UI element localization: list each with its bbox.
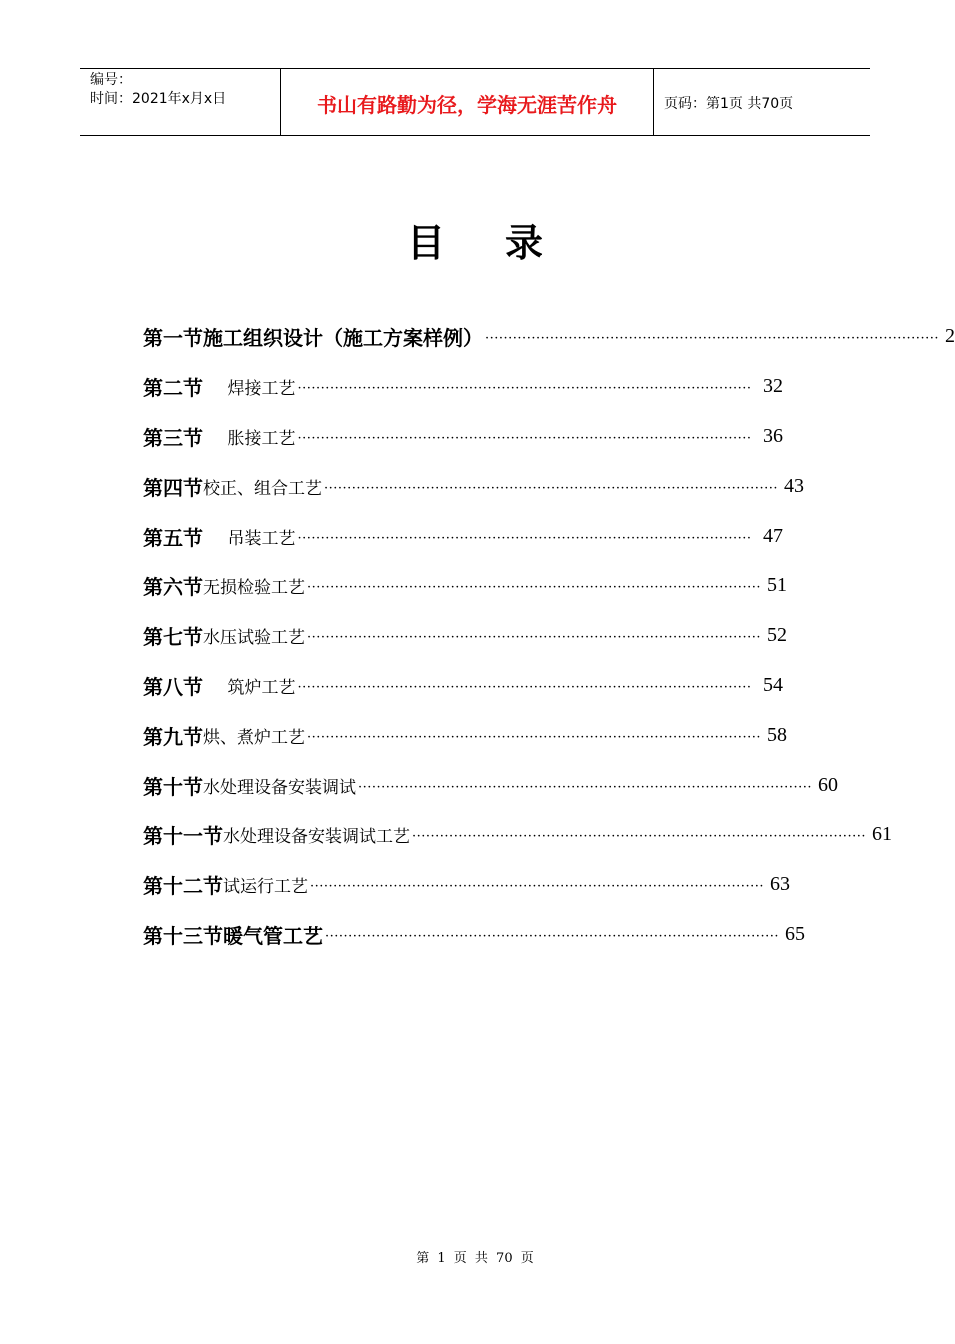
toc-page: 61 xyxy=(871,823,892,846)
toc-item[interactable] xyxy=(143,860,790,910)
toc-section: 第四节 xyxy=(143,475,203,500)
toc-page: 52 xyxy=(766,624,787,647)
toc-name: 焊接工艺 xyxy=(227,379,296,400)
header-motto: 书山有路勤为径，学海无涯苦作舟 xyxy=(281,69,654,135)
toc-item[interactable] xyxy=(143,661,783,711)
header-page-info: 页码：第1页 共70页 xyxy=(664,96,794,112)
toc-name: 烘、煮炉工艺 xyxy=(203,727,305,748)
toc-item[interactable] xyxy=(143,412,783,462)
toc-leader-dots: ·································································································· xyxy=(358,779,812,795)
toc-name: 无损检验工艺 xyxy=(203,578,305,599)
toc-section: 第十二节 xyxy=(143,874,223,899)
toc-page: 47 xyxy=(763,524,783,547)
toc-leader-dots: ·································································································· xyxy=(307,630,761,646)
toc-item[interactable] xyxy=(143,312,955,362)
toc-section: 第七节 xyxy=(143,625,203,650)
document-time-label: 时间：2021年x月x日 xyxy=(90,91,227,107)
toc-page: 58 xyxy=(766,723,787,746)
toc-name: 施工组织设计（施工方案样例） xyxy=(203,326,483,351)
toc-leader-dots: ·································································································· xyxy=(485,331,939,347)
toc-page: 2 xyxy=(944,325,955,348)
toc-leader-dots: ·································································································· xyxy=(297,679,752,695)
toc-leader-dots: ·································································································· xyxy=(297,530,752,546)
toc-item[interactable] xyxy=(143,561,787,611)
toc-leader-dots: ·································································································· xyxy=(325,928,779,944)
toc-leader-dots: ·································································································· xyxy=(324,480,778,496)
toc-name: 水处理设备安装调试工艺 xyxy=(223,827,410,848)
toc-leader-dots: ·································································································· xyxy=(297,430,752,446)
toc-item[interactable] xyxy=(143,710,787,760)
toc-page: 63 xyxy=(769,873,790,896)
toc-section: 第五节 xyxy=(143,525,203,550)
toc-name: 筑炉工艺 xyxy=(227,677,296,698)
toc-section: 第二节 xyxy=(143,376,203,401)
toc-item[interactable] xyxy=(143,511,783,561)
toc-section: 第三节 xyxy=(143,425,203,450)
document-number-label: 编号： xyxy=(90,72,132,88)
toc-section: 第八节 xyxy=(143,674,203,699)
toc-section: 第九节 xyxy=(143,724,203,749)
toc-name: 暖气管工艺 xyxy=(223,923,323,948)
toc-leader-dots: ·································································································· xyxy=(412,829,866,845)
header-meta xyxy=(80,69,281,135)
toc-name: 吊装工艺 xyxy=(227,528,296,549)
toc-name: 校正、组合工艺 xyxy=(203,478,322,499)
toc-item[interactable] xyxy=(143,910,805,960)
toc-section: 第六节 xyxy=(143,575,203,600)
toc-page: 54 xyxy=(763,673,783,696)
toc-name: 水处理设备安装调试 xyxy=(203,777,356,798)
table-of-contents xyxy=(143,312,955,959)
toc-name: 水压试验工艺 xyxy=(203,628,305,649)
page-header xyxy=(80,68,870,136)
toc-page: 51 xyxy=(766,574,787,597)
toc-leader-dots: ·································································································· xyxy=(307,580,761,596)
toc-item[interactable] xyxy=(143,362,783,412)
toc-section: 第十节 xyxy=(143,774,203,799)
toc-name: 胀接工艺 xyxy=(227,428,296,449)
toc-item[interactable] xyxy=(143,461,804,511)
toc-page: 65 xyxy=(784,922,805,945)
toc-item[interactable] xyxy=(143,760,838,810)
toc-leader-dots: ·································································································· xyxy=(310,879,764,895)
toc-page: 60 xyxy=(817,773,838,796)
toc-page: 32 xyxy=(763,375,783,398)
page-footer: 第 1 页 共 70 页 xyxy=(416,1251,534,1266)
toc-item[interactable] xyxy=(143,810,892,860)
toc-leader-dots: ·································································································· xyxy=(297,381,752,397)
toc-item[interactable] xyxy=(143,611,787,661)
toc-leader-dots: ·································································································· xyxy=(307,729,761,745)
toc-section: 第十一节 xyxy=(143,824,223,849)
toc-page: 36 xyxy=(763,424,783,447)
page-title: 目录 xyxy=(406,220,603,265)
toc-section: 第十三节 xyxy=(143,923,223,948)
toc-name: 试运行工艺 xyxy=(223,877,308,898)
toc-section: 第一节 xyxy=(143,326,203,351)
toc-page: 43 xyxy=(783,474,804,497)
